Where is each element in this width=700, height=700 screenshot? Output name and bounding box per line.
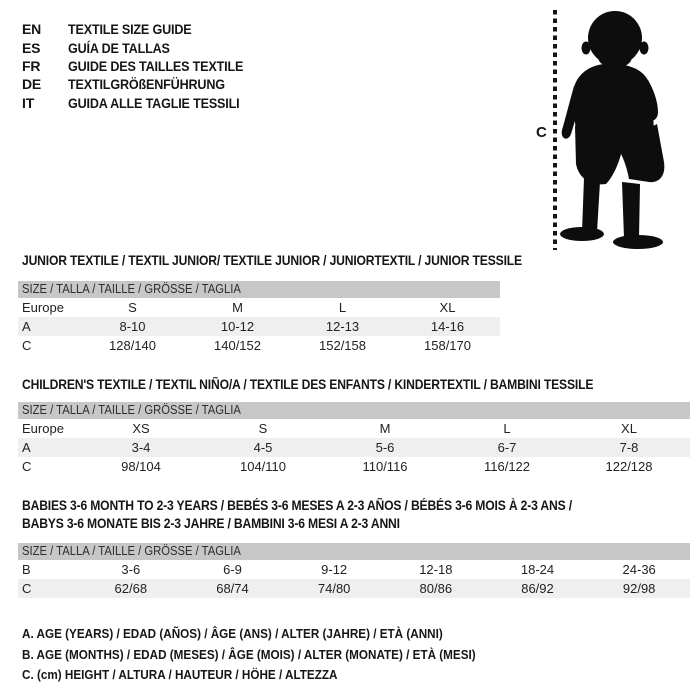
- table-row-height: [18, 457, 690, 476]
- size-header-label: SIZE / TALLA / TAILLE / GRÖSSE / TAGLIA: [22, 403, 241, 417]
- toddler-silhouette: [560, 10, 700, 250]
- children-size-table: [18, 402, 690, 476]
- babies-section-title-line1: BABIES 3-6 MONTH TO 2-3 YEARS / BEBÉS 3-6 MESES A 2-3 AÑOS / BÉBÉS 3-6 MOIS À 2-3 ANS /: [22, 498, 572, 513]
- footnote-a-text: A. AGE (YEARS) / EDAD (AÑOS) / ÂGE (ANS) / ALTER (JAHRE) / ETÀ (ANNI): [22, 626, 443, 641]
- language-code: ES: [22, 39, 41, 56]
- height-value: 116/122: [483, 459, 531, 474]
- height-value: 140/152: [214, 338, 261, 353]
- language-row-de: [22, 75, 263, 93]
- age-value: 12-13: [325, 319, 360, 334]
- guide-title-fr: GUIDE DES TAILLES TEXTILE: [68, 57, 244, 74]
- age-value: 14-16: [430, 319, 465, 334]
- row-label: B: [22, 562, 31, 577]
- height-value: 62/68: [114, 581, 148, 596]
- language-code: EN: [22, 21, 42, 38]
- height-value: 158/170: [424, 338, 471, 353]
- babies-size-table: [18, 543, 690, 598]
- junior-section-title: [22, 253, 577, 268]
- guide-title-de: TEXTILGRÖßENFÜHRUNG: [68, 76, 225, 93]
- babies-section-title: [22, 497, 633, 532]
- guide-title-es: GUÍA DE TALLAS: [68, 39, 170, 56]
- table-row-europe: [18, 419, 690, 438]
- language-row-fr: [22, 57, 263, 75]
- age-value: 3-4: [131, 440, 151, 455]
- height-value: 86/92: [521, 581, 554, 596]
- babies-section-title-line2: BABYS 3-6 MONATE BIS 2-3 JAHRE / BAMBINI 3-6 MESI A 2-3 ANNI: [22, 515, 400, 531]
- language-code: IT: [22, 94, 35, 111]
- age-value: 5-6: [375, 440, 395, 455]
- guide-title-it: GUIDA ALLE TAGLIE TESSILI: [68, 94, 240, 111]
- size-value: XS: [132, 421, 150, 436]
- age-months-value: 18-24: [520, 562, 555, 577]
- size-value: M: [379, 421, 391, 436]
- size-value: S: [258, 421, 268, 436]
- height-value: 92/98: [622, 581, 656, 596]
- footnote-c: [22, 665, 526, 686]
- height-value: 98/104: [121, 459, 161, 474]
- height-value: 128/140: [109, 338, 156, 353]
- height-value: 74/80: [317, 581, 351, 596]
- height-value: 122/128: [605, 459, 653, 474]
- height-measure-label: C: [536, 124, 547, 141]
- age-value: 8-10: [119, 319, 146, 334]
- height-value: 152/158: [319, 338, 366, 353]
- row-label: C: [22, 338, 32, 353]
- table-row-age: [18, 317, 500, 336]
- size-value: XL: [621, 421, 637, 436]
- row-label: A: [22, 440, 31, 455]
- age-months-value: 6-9: [223, 562, 242, 577]
- size-value: L: [503, 421, 511, 436]
- table-row-height: [18, 579, 690, 598]
- table-row-height: [18, 336, 500, 355]
- row-label: Europe: [22, 421, 64, 436]
- language-row-en: [22, 20, 263, 38]
- row-label: C: [22, 459, 32, 474]
- age-value: 4-5: [253, 440, 273, 455]
- size-header-label: SIZE / TALLA / TAILLE / GRÖSSE / TAGLIA: [22, 544, 241, 558]
- language-code: FR: [22, 57, 41, 74]
- junior-size-table: [18, 281, 500, 355]
- size-value: XL: [439, 300, 456, 315]
- height-value: 104/110: [239, 459, 287, 474]
- footnote-a: [22, 624, 526, 645]
- children-section-title: [22, 377, 657, 392]
- table-row-europe: [18, 298, 500, 317]
- guide-title-en: TEXTILE SIZE GUIDE: [68, 21, 192, 38]
- age-months-value: 3-6: [121, 562, 141, 577]
- size-header-row: [18, 402, 690, 419]
- language-row-es: [22, 38, 263, 56]
- figure-area: [520, 5, 700, 253]
- height-dashed-line: [553, 10, 557, 250]
- table-row-months: [18, 560, 690, 579]
- age-months-value: 12-18: [419, 562, 453, 577]
- row-label: C: [22, 581, 32, 596]
- footnote-c-text: C. (cm) HEIGHT / ALTURA / HAUTEUR / HÖHE / ALTEZZA: [22, 667, 338, 682]
- age-value: 7-8: [619, 440, 639, 455]
- age-months-value: 9-12: [321, 562, 348, 577]
- row-label: A: [22, 319, 31, 334]
- footnote-b-text: B. AGE (MONTHS) / EDAD (MESES) / ÂGE (MOIS) / ALTER (MONATE) / ETÀ (MESI): [22, 646, 476, 662]
- language-code: DE: [22, 76, 42, 93]
- size-value: M: [232, 300, 243, 315]
- row-label: Europe: [22, 300, 64, 315]
- language-row-it: [22, 94, 263, 112]
- junior-section-title-text: JUNIOR TEXTILE / TEXTIL JUNIOR/ TEXTILE JUNIOR / JUNIORTEXTIL / JUNIOR TESSILE: [22, 253, 522, 268]
- size-value: S: [128, 300, 137, 315]
- age-value: 6-7: [497, 440, 517, 455]
- size-value: L: [338, 300, 347, 315]
- children-section-title-text: CHILDREN'S TEXTILE / TEXTIL NIÑO/A / TEXTILE DES ENFANTS / KINDERTEXTIL / BAMBINI TESSILE: [22, 377, 594, 392]
- height-value: 110/116: [362, 459, 408, 474]
- age-months-value: 24-36: [622, 562, 656, 577]
- height-value: 80/86: [419, 581, 453, 596]
- language-list: [22, 20, 263, 112]
- table-row-age: [18, 438, 690, 457]
- legend-footnotes: [22, 624, 526, 686]
- size-header-row: [18, 543, 690, 560]
- age-value: 10-12: [220, 319, 255, 334]
- size-header-row: [18, 281, 500, 298]
- height-value: 68/74: [216, 581, 249, 596]
- size-header-label: SIZE / TALLA / TAILLE / GRÖSSE / TAGLIA: [22, 282, 241, 296]
- footnote-b: [22, 645, 526, 666]
